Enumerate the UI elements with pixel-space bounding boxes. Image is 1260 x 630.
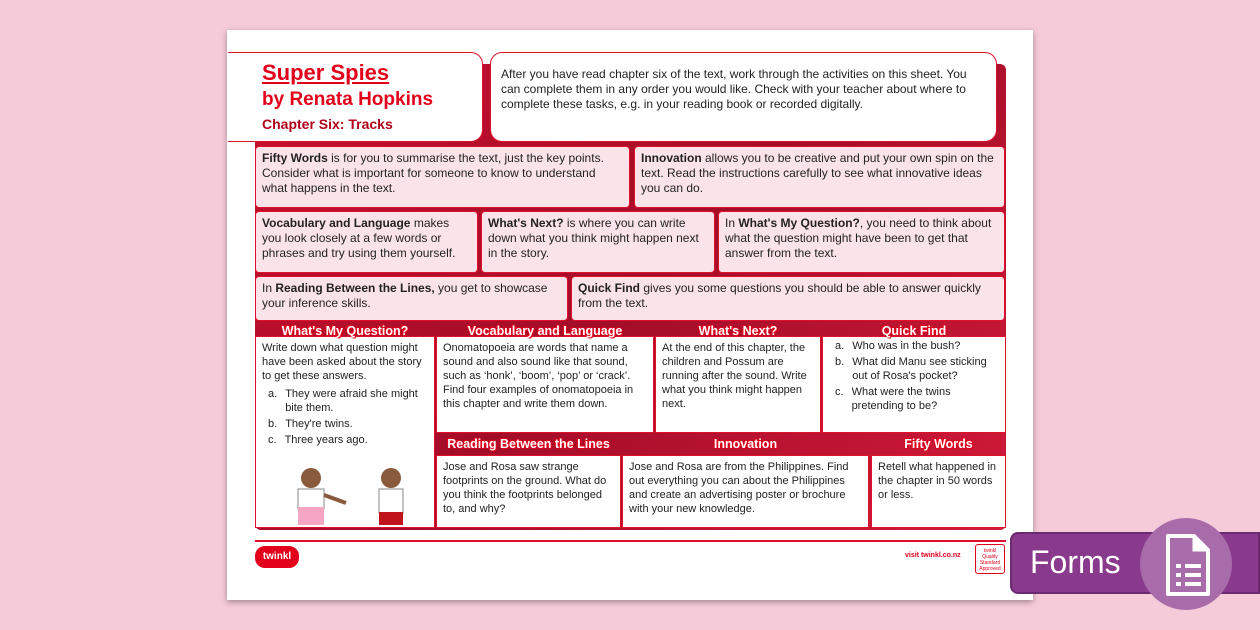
explanation-text: gives you some questions you should be able to answer quickly from the text. bbox=[578, 281, 981, 310]
explanation-box bbox=[255, 276, 568, 321]
heading-my-question: What's My Question? bbox=[281, 324, 409, 338]
explanation-box bbox=[481, 211, 715, 273]
item-letter: b. bbox=[835, 356, 845, 368]
activity-text: Write down what question might have been asked about the story to get these answers. bbox=[262, 342, 422, 382]
activity-innovation: Jose and Rosa are from the Philippines. Find out everything you can about the Philippines and create an advertising poster or brochure with your new knowledge. bbox=[622, 455, 869, 528]
heading-fifty-words: Fifty Words bbox=[904, 437, 973, 451]
activity-whats-next: At the end of this chapter, the children and Possum are running after the sound. Write what you think might happen next. bbox=[655, 336, 821, 433]
chapter: Chapter Six: Tracks bbox=[262, 116, 393, 132]
activity-vocabulary: Onomatopoeia are words that name a sound and also sound like that sound, such as ‘honk’, ‘boom’, ‘pop’ or ‘crack’. Find four examples of onomatopoeia in this chapter and write them down. bbox=[436, 336, 654, 433]
list-item bbox=[268, 433, 428, 447]
explanation-term: Vocabulary and Language bbox=[262, 216, 411, 230]
item-text: They were afraid she might bite them. bbox=[285, 388, 418, 414]
item-text: Who was in the bush? bbox=[852, 340, 961, 352]
logo-text: twinkl bbox=[262, 551, 292, 562]
item-letter: c. bbox=[268, 434, 277, 446]
footer-divider bbox=[255, 540, 1006, 542]
explanation-term: What's My Question? bbox=[738, 216, 860, 230]
list-item bbox=[835, 385, 999, 413]
explanation-box bbox=[255, 211, 478, 273]
activity-fifty-words: Retell what happened in the chapter in 50 words or less. bbox=[871, 455, 1006, 528]
activity-reading-between: Jose and Rosa saw strange footprints on the ground. What do you think the footprints belonged to, and why? bbox=[436, 455, 621, 528]
author: by Renata Hopkins bbox=[262, 89, 434, 110]
item-letter: b. bbox=[268, 418, 278, 430]
explanation-text: makes you look closely at a few words or phrases and try using them yourself. bbox=[262, 216, 456, 260]
heading-innovation: Innovation bbox=[713, 437, 778, 451]
explanation-box bbox=[255, 146, 630, 208]
explanation-text: is for you to summarise the text, just the key points. Consider what is important for someone to know to understand what happens in the text. bbox=[262, 151, 604, 195]
worksheet-title: Super Spies bbox=[262, 60, 390, 85]
explanation-text: allows you to be creative and put your own spin on the text. Read the instructions carefully to see what innovative ideas you can do. bbox=[641, 151, 994, 195]
visit-link[interactable]: visit twinkl.co.nz bbox=[905, 552, 961, 559]
list-item bbox=[268, 387, 428, 415]
explanation-term: Reading Between the Lines, bbox=[275, 281, 435, 295]
heading-reading-between: Reading Between the Lines bbox=[447, 437, 610, 451]
explanation-term: What's Next? bbox=[488, 216, 564, 230]
explanation-text: you get to showcase your inference skills. bbox=[262, 281, 548, 310]
explanation-term: Innovation bbox=[641, 151, 702, 165]
explanation-prefix: In bbox=[725, 216, 739, 230]
item-text: Three years ago. bbox=[284, 434, 368, 446]
heading-whats-next: What's Next? bbox=[698, 324, 778, 338]
item-letter: a. bbox=[268, 388, 278, 400]
twinkl-logo bbox=[255, 546, 299, 568]
list-item bbox=[835, 339, 999, 353]
explanation-term: Quick Find bbox=[578, 281, 641, 295]
quality-badge: twinkl Quality Standard Approved bbox=[975, 544, 1005, 574]
title-box bbox=[228, 52, 483, 142]
forms-icon-circle[interactable] bbox=[1140, 518, 1232, 610]
activity-my-question bbox=[255, 336, 435, 528]
explanation-box bbox=[634, 146, 1005, 208]
item-text: What were the twins pretending to be? bbox=[851, 386, 951, 412]
explanation-box bbox=[718, 211, 1005, 273]
explanation-box bbox=[571, 276, 1005, 321]
heading-quick-find: Quick Find bbox=[881, 324, 947, 338]
forms-label: Forms bbox=[1030, 544, 1121, 580]
explanation-term: Fifty Words bbox=[262, 151, 328, 165]
children-illustration bbox=[276, 465, 426, 527]
explanation-text: is where you can write down what you think might happen next in the story. bbox=[488, 216, 699, 260]
item-letter: a. bbox=[835, 340, 845, 352]
item-letter: c. bbox=[835, 386, 844, 398]
item-text: They're twins. bbox=[285, 418, 353, 430]
item-text: What did Manu see sticking out of Rosa's pocket? bbox=[852, 356, 987, 382]
intro-box: After you have read chapter six of the text, work through the activities on this sheet. You can complete them in any order you would like. Check with your teacher about where to complete these tasks, e.g. in your reading book or recorded digitally. bbox=[490, 52, 997, 142]
explanation-prefix: In bbox=[262, 281, 276, 295]
forms-document-icon bbox=[1140, 518, 1232, 610]
list-item bbox=[835, 355, 999, 383]
heading-vocabulary: Vocabulary and Language bbox=[467, 324, 623, 338]
activity-quick-find bbox=[822, 336, 1006, 433]
explanation-text: , you need to think about what the question might have been to get that answer from the text. bbox=[725, 216, 992, 260]
list-item bbox=[268, 417, 428, 431]
